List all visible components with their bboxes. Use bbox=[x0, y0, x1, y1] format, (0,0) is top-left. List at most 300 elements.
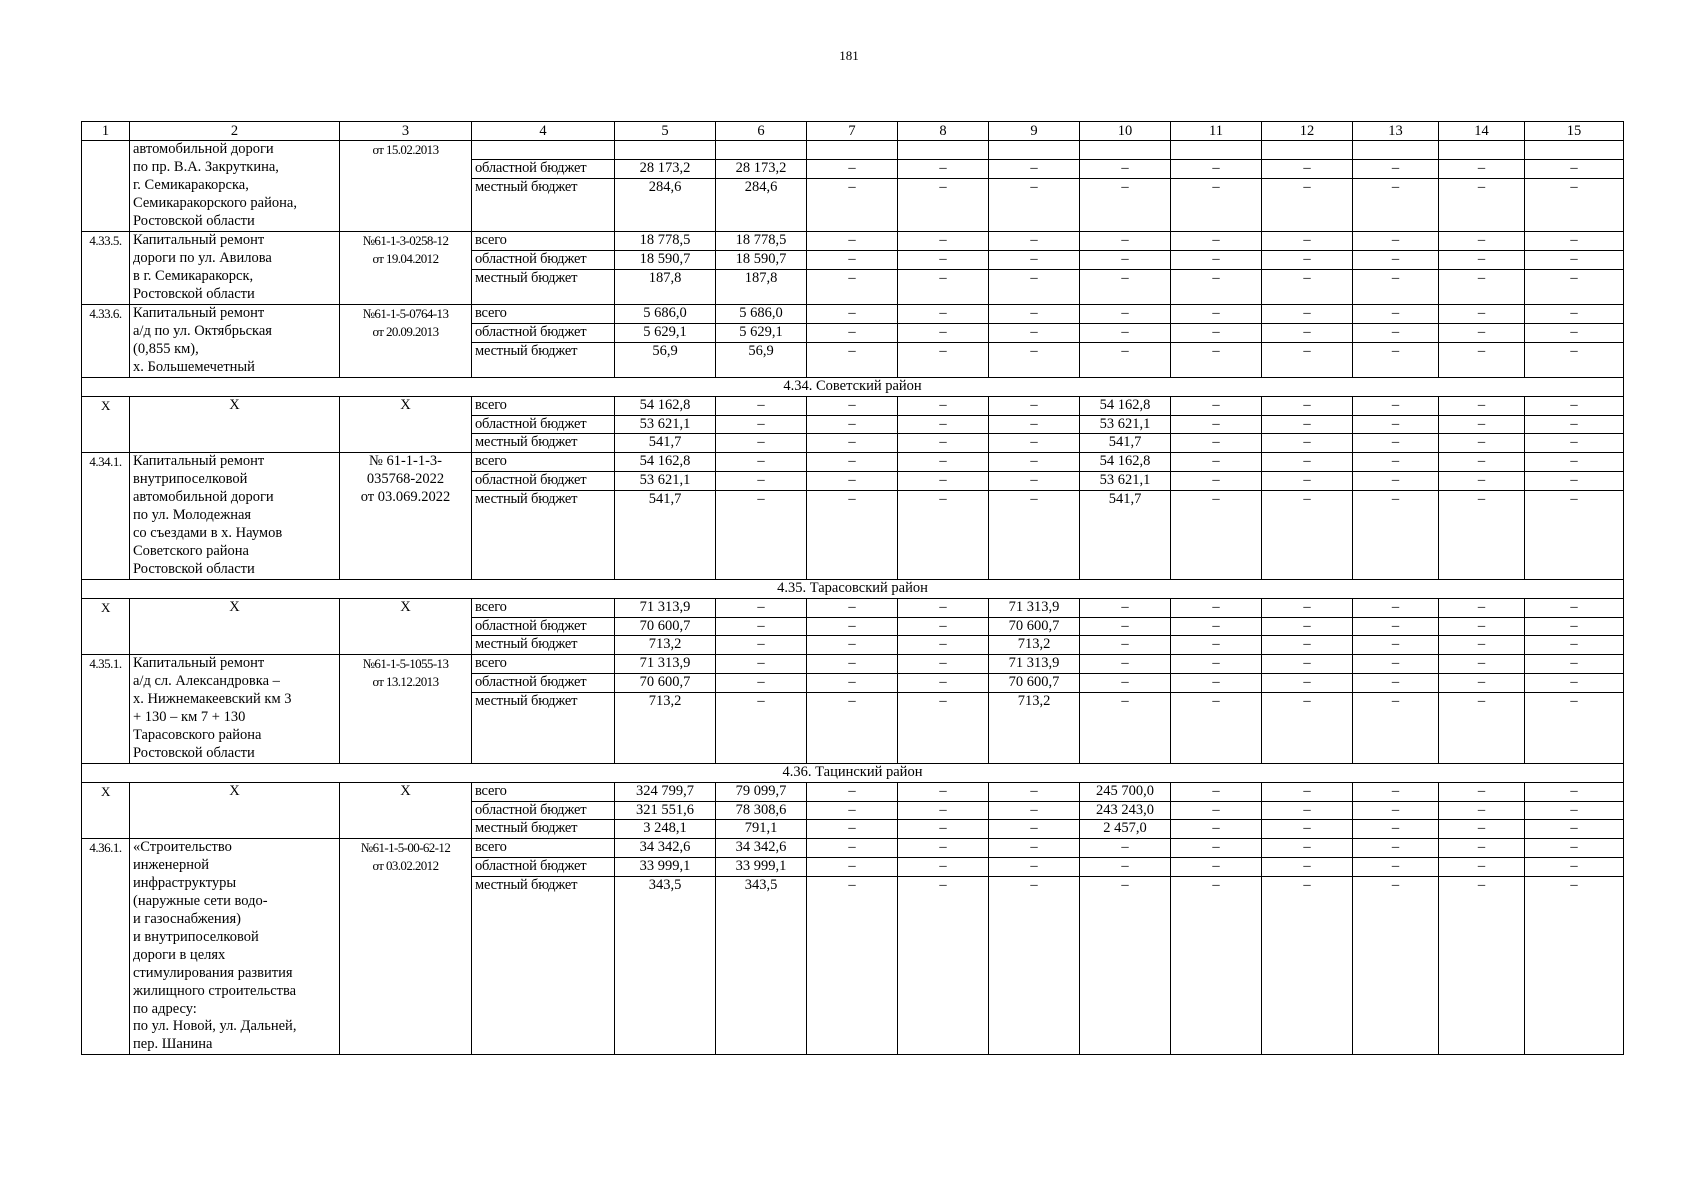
column-number-cell: 3 bbox=[340, 122, 472, 141]
value-cell: 713,2 bbox=[989, 636, 1080, 655]
value-cell: 284,6 bbox=[716, 178, 807, 232]
value-cell: 33 999,1 bbox=[716, 858, 807, 877]
funding-source-cell: областной бюджет bbox=[472, 415, 615, 434]
value-cell: – bbox=[1262, 396, 1353, 415]
value-cell: – bbox=[1525, 396, 1624, 415]
value-cell: 3 248,1 bbox=[615, 820, 716, 839]
value-cell: – bbox=[807, 178, 898, 232]
value-cell: – bbox=[1525, 801, 1624, 820]
value-cell: 54 162,8 bbox=[1080, 453, 1171, 472]
value-cell: – bbox=[989, 434, 1080, 453]
item-name-line: Х bbox=[229, 598, 240, 615]
item-name-cell bbox=[130, 232, 340, 305]
funding-source-cell: областной бюджет bbox=[472, 617, 615, 636]
item-name-line: а/д сл. Александровка – bbox=[133, 673, 280, 690]
value-cell: – bbox=[1262, 801, 1353, 820]
value-cell: 187,8 bbox=[615, 270, 716, 305]
value-cell: – bbox=[807, 453, 898, 472]
value-cell: – bbox=[898, 396, 989, 415]
value-cell: 343,5 bbox=[615, 877, 716, 1055]
value-cell: – bbox=[1171, 251, 1262, 270]
column-number-cell: 6 bbox=[716, 122, 807, 141]
value-cell: – bbox=[1262, 232, 1353, 251]
value-cell: – bbox=[1171, 693, 1262, 764]
value-cell: – bbox=[807, 598, 898, 617]
section-row bbox=[82, 763, 1624, 782]
value-cell: – bbox=[1262, 693, 1353, 764]
item-number-cell: 4.33.6. bbox=[82, 305, 130, 378]
value-cell: – bbox=[1171, 877, 1262, 1055]
funding-source-cell: местный бюджет bbox=[472, 820, 615, 839]
item-name-line: жилищного строительства bbox=[133, 982, 297, 999]
value-cell: – bbox=[1353, 655, 1439, 674]
value-cell: – bbox=[989, 491, 1080, 580]
value-cell: – bbox=[716, 472, 807, 491]
value-cell: – bbox=[898, 324, 989, 343]
value-cell: – bbox=[807, 877, 898, 1055]
value-cell: – bbox=[1525, 453, 1624, 472]
item-name-line: Ростовской области bbox=[133, 212, 255, 229]
value-cell: – bbox=[807, 159, 898, 178]
value-cell: – bbox=[898, 178, 989, 232]
value-cell: 5 629,1 bbox=[716, 324, 807, 343]
funding-source-cell: местный бюджет bbox=[472, 636, 615, 655]
document-line: 035768-2022 bbox=[366, 471, 445, 488]
value-cell: – bbox=[1439, 674, 1525, 693]
item-name-line: Х bbox=[229, 782, 240, 799]
value-cell: 34 342,6 bbox=[615, 839, 716, 858]
value-cell: – bbox=[1171, 342, 1262, 377]
column-number-cell: 12 bbox=[1262, 122, 1353, 141]
item-name-line: со съездами в х. Наумов bbox=[133, 524, 283, 541]
value-cell: – bbox=[716, 415, 807, 434]
value-cell bbox=[1353, 141, 1439, 160]
value-cell: – bbox=[989, 801, 1080, 820]
item-number-cell: 4.35.1. bbox=[82, 655, 130, 763]
column-number-cell: 1 bbox=[82, 122, 130, 141]
value-cell: – bbox=[1080, 655, 1171, 674]
value-cell: 70 600,7 bbox=[615, 617, 716, 636]
value-cell: – bbox=[1171, 839, 1262, 858]
value-cell: – bbox=[1262, 858, 1353, 877]
value-cell bbox=[1171, 141, 1262, 160]
funding-source-cell: всего bbox=[472, 655, 615, 674]
value-cell: – bbox=[1353, 858, 1439, 877]
value-cell: – bbox=[898, 820, 989, 839]
document-cell bbox=[340, 598, 472, 655]
table-row bbox=[82, 305, 1624, 324]
value-cell: – bbox=[807, 782, 898, 801]
item-name-line: автомобильной дороги bbox=[133, 489, 274, 506]
document-cell bbox=[340, 141, 472, 232]
value-cell: – bbox=[898, 434, 989, 453]
page-number: 181 bbox=[839, 48, 859, 63]
value-cell: – bbox=[807, 820, 898, 839]
value-cell: – bbox=[807, 858, 898, 877]
value-cell: – bbox=[807, 472, 898, 491]
value-cell: – bbox=[1525, 820, 1624, 839]
column-number-cell: 14 bbox=[1439, 122, 1525, 141]
item-number-cell: 4.33.5. bbox=[82, 232, 130, 305]
value-cell: – bbox=[1439, 453, 1525, 472]
value-cell bbox=[716, 141, 807, 160]
value-cell: – bbox=[1525, 636, 1624, 655]
value-cell: – bbox=[1525, 159, 1624, 178]
funding-source-cell: местный бюджет bbox=[472, 342, 615, 377]
value-cell: – bbox=[1439, 839, 1525, 858]
funding-source-cell: областной бюджет bbox=[472, 858, 615, 877]
value-cell: – bbox=[989, 877, 1080, 1055]
value-cell: 343,5 bbox=[716, 877, 807, 1055]
value-cell: – bbox=[1525, 342, 1624, 377]
value-cell: – bbox=[989, 782, 1080, 801]
value-cell: – bbox=[1353, 434, 1439, 453]
item-name-line: Капитальный ремонт bbox=[133, 305, 265, 322]
document-cell bbox=[340, 396, 472, 453]
value-cell: 56,9 bbox=[716, 342, 807, 377]
value-cell: – bbox=[1171, 232, 1262, 251]
item-number-cell bbox=[82, 141, 130, 232]
value-cell: – bbox=[1525, 674, 1624, 693]
document-cell bbox=[340, 839, 472, 1055]
value-cell: – bbox=[989, 232, 1080, 251]
value-cell: – bbox=[1262, 782, 1353, 801]
value-cell: – bbox=[1171, 598, 1262, 617]
funding-source-cell: областной бюджет bbox=[472, 159, 615, 178]
value-cell: – bbox=[807, 434, 898, 453]
value-cell: – bbox=[1262, 270, 1353, 305]
document-line: Х bbox=[400, 782, 411, 799]
value-cell: – bbox=[1525, 877, 1624, 1055]
column-number-cell: 4 bbox=[472, 122, 615, 141]
item-name-cell bbox=[130, 453, 340, 579]
value-cell: – bbox=[716, 636, 807, 655]
funding-source-cell: всего bbox=[472, 453, 615, 472]
value-cell: – bbox=[1439, 434, 1525, 453]
document-cell bbox=[340, 655, 472, 763]
section-title: 4.35. Тарасовский район bbox=[82, 579, 1624, 598]
value-cell: 33 999,1 bbox=[615, 858, 716, 877]
document-line: №61-1-5-1055-13 bbox=[362, 656, 449, 672]
value-cell: 284,6 bbox=[615, 178, 716, 232]
value-cell: 54 162,8 bbox=[615, 396, 716, 415]
value-cell: – bbox=[898, 636, 989, 655]
value-cell: – bbox=[1525, 655, 1624, 674]
value-cell: – bbox=[807, 674, 898, 693]
value-cell: – bbox=[1171, 178, 1262, 232]
value-cell: – bbox=[716, 617, 807, 636]
document-cell bbox=[340, 453, 472, 579]
value-cell: – bbox=[1439, 655, 1525, 674]
value-cell: – bbox=[1171, 782, 1262, 801]
value-cell: – bbox=[898, 655, 989, 674]
value-cell: – bbox=[1262, 251, 1353, 270]
value-cell: 53 621,1 bbox=[615, 415, 716, 434]
value-cell: – bbox=[1525, 178, 1624, 232]
value-cell: – bbox=[1080, 858, 1171, 877]
value-cell: – bbox=[807, 617, 898, 636]
funding-source-cell: областной бюджет bbox=[472, 674, 615, 693]
value-cell: – bbox=[1353, 839, 1439, 858]
value-cell: 79 099,7 bbox=[716, 782, 807, 801]
value-cell: – bbox=[1439, 270, 1525, 305]
item-number-cell: 4.34.1. bbox=[82, 453, 130, 579]
value-cell: – bbox=[989, 820, 1080, 839]
value-cell: – bbox=[807, 396, 898, 415]
document-line: от 15.02.2013 bbox=[372, 142, 439, 157]
value-cell: 541,7 bbox=[615, 491, 716, 580]
item-name-cell bbox=[130, 141, 340, 232]
value-cell: 18 778,5 bbox=[615, 232, 716, 251]
value-cell: – bbox=[898, 693, 989, 764]
value-cell bbox=[1262, 141, 1353, 160]
value-cell: – bbox=[1353, 472, 1439, 491]
value-cell: – bbox=[1353, 693, 1439, 764]
value-cell: 71 313,9 bbox=[615, 655, 716, 674]
value-cell: – bbox=[1439, 782, 1525, 801]
item-name-line: «Строительство bbox=[133, 839, 232, 856]
value-cell: 713,2 bbox=[989, 693, 1080, 764]
value-cell: – bbox=[1439, 324, 1525, 343]
value-cell: – bbox=[1262, 636, 1353, 655]
document-line: № 61-1-1-3- bbox=[368, 453, 443, 470]
value-cell: – bbox=[898, 453, 989, 472]
value-cell: – bbox=[1525, 491, 1624, 580]
item-name-line: и внутрипоселковой bbox=[133, 928, 259, 945]
value-cell: – bbox=[1171, 324, 1262, 343]
value-cell bbox=[1439, 141, 1525, 160]
funding-source-cell: местный бюджет bbox=[472, 178, 615, 232]
header-row bbox=[82, 122, 1624, 141]
value-cell: – bbox=[1525, 839, 1624, 858]
value-cell: – bbox=[1439, 305, 1525, 324]
item-name-line: Капитальный ремонт bbox=[133, 655, 265, 672]
value-cell: 541,7 bbox=[1080, 434, 1171, 453]
value-cell: – bbox=[1171, 858, 1262, 877]
item-name-cell bbox=[130, 598, 340, 655]
value-cell: – bbox=[898, 232, 989, 251]
value-cell: – bbox=[1439, 598, 1525, 617]
value-cell: – bbox=[1525, 415, 1624, 434]
section-row bbox=[82, 377, 1624, 396]
value-cell: – bbox=[716, 693, 807, 764]
item-number-cell: Х bbox=[82, 782, 130, 839]
column-number-cell: 8 bbox=[898, 122, 989, 141]
item-name-line: инфраструктуры bbox=[133, 875, 237, 892]
item-name-line: х. Большемечетный bbox=[133, 358, 255, 375]
value-cell bbox=[1525, 141, 1624, 160]
item-name-line: Ростовской области bbox=[133, 560, 255, 577]
value-cell: 70 600,7 bbox=[615, 674, 716, 693]
item-name-line: х. Нижнемакеевский км 3 bbox=[133, 691, 292, 708]
value-cell: – bbox=[989, 453, 1080, 472]
value-cell bbox=[807, 141, 898, 160]
value-cell: – bbox=[898, 801, 989, 820]
table-body bbox=[82, 122, 1624, 1055]
item-name-cell bbox=[130, 396, 340, 453]
item-name-cell bbox=[130, 305, 340, 378]
column-number-cell: 11 bbox=[1171, 122, 1262, 141]
item-name-line: Капитальный ремонт bbox=[133, 232, 265, 249]
value-cell: 5 686,0 bbox=[716, 305, 807, 324]
value-cell: – bbox=[1080, 251, 1171, 270]
value-cell: 54 162,8 bbox=[1080, 396, 1171, 415]
item-name-line: дороги в целях bbox=[133, 946, 226, 963]
item-name-line: г. Семикаракорска, bbox=[133, 176, 249, 193]
value-cell: – bbox=[1262, 598, 1353, 617]
value-cell: – bbox=[1171, 617, 1262, 636]
value-cell: – bbox=[989, 415, 1080, 434]
value-cell: – bbox=[1262, 472, 1353, 491]
value-cell: – bbox=[1080, 178, 1171, 232]
value-cell: – bbox=[1353, 453, 1439, 472]
value-cell: – bbox=[1439, 858, 1525, 877]
value-cell: – bbox=[1171, 674, 1262, 693]
value-cell: – bbox=[1262, 655, 1353, 674]
value-cell: – bbox=[1353, 232, 1439, 251]
item-name-line: Семикаракорского района, bbox=[133, 194, 297, 211]
table-row bbox=[82, 141, 1624, 160]
table-row bbox=[82, 232, 1624, 251]
value-cell: – bbox=[1525, 232, 1624, 251]
value-cell: – bbox=[1171, 415, 1262, 434]
value-cell: – bbox=[1262, 820, 1353, 839]
funding-source-cell: областной бюджет bbox=[472, 801, 615, 820]
funding-source-cell: всего bbox=[472, 396, 615, 415]
value-cell: – bbox=[1262, 453, 1353, 472]
value-cell: – bbox=[1525, 598, 1624, 617]
value-cell: 243 243,0 bbox=[1080, 801, 1171, 820]
table-row bbox=[82, 453, 1624, 472]
value-cell: – bbox=[1439, 396, 1525, 415]
funding-source-cell bbox=[472, 141, 615, 160]
value-cell: – bbox=[898, 674, 989, 693]
value-cell: – bbox=[1171, 396, 1262, 415]
value-cell: – bbox=[989, 324, 1080, 343]
value-cell: – bbox=[898, 342, 989, 377]
value-cell: 28 173,2 bbox=[615, 159, 716, 178]
value-cell: – bbox=[807, 305, 898, 324]
value-cell: 18 590,7 bbox=[615, 251, 716, 270]
value-cell: 34 342,6 bbox=[716, 839, 807, 858]
value-cell: 2 457,0 bbox=[1080, 820, 1171, 839]
value-cell: – bbox=[1439, 159, 1525, 178]
value-cell: – bbox=[1353, 251, 1439, 270]
value-cell: – bbox=[1262, 491, 1353, 580]
value-cell: 71 313,9 bbox=[989, 655, 1080, 674]
value-cell: – bbox=[1262, 159, 1353, 178]
value-cell: – bbox=[1439, 251, 1525, 270]
value-cell: 71 313,9 bbox=[989, 598, 1080, 617]
section-title: 4.36. Тацинский район bbox=[82, 763, 1624, 782]
funding-source-cell: всего bbox=[472, 782, 615, 801]
value-cell: 78 308,6 bbox=[716, 801, 807, 820]
value-cell: – bbox=[1353, 598, 1439, 617]
value-cell bbox=[989, 141, 1080, 160]
document-cell bbox=[340, 305, 472, 378]
table-row bbox=[82, 598, 1624, 617]
item-name-line: Ростовской области bbox=[133, 286, 255, 303]
table-row bbox=[82, 839, 1624, 858]
value-cell: – bbox=[807, 693, 898, 764]
funding-source-cell: местный бюджет bbox=[472, 270, 615, 305]
value-cell: – bbox=[716, 491, 807, 580]
item-name-line: автомобильной дороги bbox=[133, 141, 274, 157]
item-name-line: а/д по ул. Октябрьская bbox=[133, 323, 272, 340]
value-cell: – bbox=[1439, 491, 1525, 580]
item-number-cell: Х bbox=[82, 396, 130, 453]
value-cell: – bbox=[898, 305, 989, 324]
column-number-cell: 2 bbox=[130, 122, 340, 141]
value-cell: – bbox=[1080, 598, 1171, 617]
value-cell: – bbox=[1525, 858, 1624, 877]
value-cell: – bbox=[898, 617, 989, 636]
value-cell: 28 173,2 bbox=[716, 159, 807, 178]
funding-source-cell: всего bbox=[472, 598, 615, 617]
value-cell: – bbox=[898, 472, 989, 491]
value-cell: 71 313,9 bbox=[615, 598, 716, 617]
value-cell: – bbox=[1262, 877, 1353, 1055]
value-cell: – bbox=[807, 415, 898, 434]
value-cell: – bbox=[898, 491, 989, 580]
value-cell: – bbox=[1171, 801, 1262, 820]
value-cell: – bbox=[1171, 820, 1262, 839]
value-cell: – bbox=[1080, 342, 1171, 377]
value-cell: – bbox=[716, 396, 807, 415]
value-cell: – bbox=[1439, 801, 1525, 820]
item-name-line: Капитальный ремонт bbox=[133, 453, 265, 470]
value-cell: – bbox=[989, 342, 1080, 377]
value-cell: – bbox=[1171, 159, 1262, 178]
value-cell: – bbox=[1525, 270, 1624, 305]
value-cell: – bbox=[1080, 305, 1171, 324]
value-cell: – bbox=[1171, 270, 1262, 305]
value-cell: – bbox=[716, 453, 807, 472]
value-cell: – bbox=[898, 877, 989, 1055]
value-cell: – bbox=[898, 858, 989, 877]
value-cell: 18 778,5 bbox=[716, 232, 807, 251]
value-cell: – bbox=[807, 801, 898, 820]
column-number-cell: 13 bbox=[1353, 122, 1439, 141]
item-name-line: стимулирования развития bbox=[133, 964, 293, 981]
value-cell: – bbox=[1353, 820, 1439, 839]
funding-source-cell: областной бюджет bbox=[472, 472, 615, 491]
value-cell: – bbox=[1439, 232, 1525, 251]
funding-source-cell: местный бюджет bbox=[472, 693, 615, 764]
document-line: от 13.12.2013 bbox=[372, 674, 439, 690]
value-cell: – bbox=[1353, 636, 1439, 655]
value-cell: 18 590,7 bbox=[716, 251, 807, 270]
value-cell: – bbox=[716, 674, 807, 693]
item-name-cell bbox=[130, 655, 340, 763]
funding-source-cell: местный бюджет bbox=[472, 434, 615, 453]
value-cell: – bbox=[1525, 782, 1624, 801]
value-cell: – bbox=[1171, 655, 1262, 674]
value-cell: – bbox=[807, 251, 898, 270]
value-cell: – bbox=[1353, 801, 1439, 820]
item-name-line: Советского района bbox=[133, 542, 249, 559]
item-name-line: по адресу: bbox=[133, 1000, 197, 1017]
value-cell: 5 686,0 bbox=[615, 305, 716, 324]
value-cell: – bbox=[1080, 839, 1171, 858]
value-cell: – bbox=[807, 324, 898, 343]
value-cell: – bbox=[1171, 491, 1262, 580]
value-cell: – bbox=[1262, 434, 1353, 453]
value-cell: 56,9 bbox=[615, 342, 716, 377]
section-title: 4.34. Советский район bbox=[82, 377, 1624, 396]
table-row bbox=[82, 655, 1624, 674]
value-cell: 321 551,6 bbox=[615, 801, 716, 820]
